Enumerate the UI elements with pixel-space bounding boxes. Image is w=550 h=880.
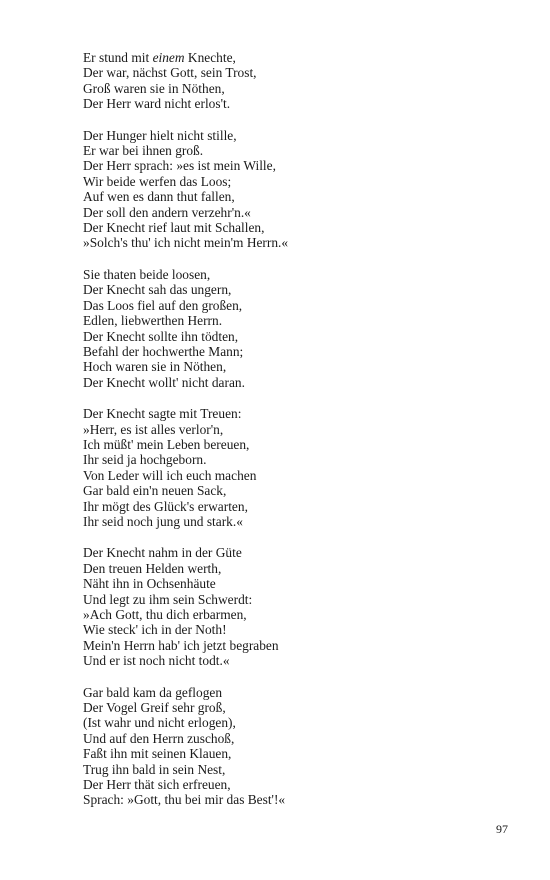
verse-line: Und auf den Herrn zuschoß, <box>83 730 235 746</box>
verse-line: Ihr seid ja hochgeborn. <box>83 452 207 468</box>
verse-line: Der Knecht rief laut mit Schallen, <box>83 220 265 236</box>
verse-line: Hoch waren sie in Nöthen, <box>83 359 227 375</box>
verse-line: Von Leder will ich euch machen <box>83 467 257 483</box>
verse-line: Sprach: »Gott, thu bei mir das Best'!« <box>83 792 286 808</box>
verse-line: Trug ihn bald in sein Nest, <box>83 761 226 777</box>
stanza <box>83 267 503 390</box>
verse-line: Er war bei ihnen groß. <box>83 143 204 159</box>
verse-line: Der Hunger hielt nicht stille, <box>83 127 237 143</box>
verse-line: Den treuen Helden werth, <box>83 560 222 576</box>
verse-line: Mein'n Herrn hab' ich jetzt begraben <box>83 637 279 653</box>
verse-line: Das Loos fiel auf den großen, <box>83 297 243 313</box>
verse-line: Befahl der hochwerthe Mann; <box>83 343 244 359</box>
stanza <box>83 406 503 529</box>
verse-line: Der soll den andern verzehr'n.« <box>83 204 251 220</box>
verse-line: Der Knecht nahm in der Güte <box>83 545 242 561</box>
verse-line: Der Vogel Greif sehr groß, <box>83 700 226 716</box>
verse-line: Wie steck' ich in der Noth! <box>83 622 227 638</box>
verse-line: Edlen, liebwerthen Herrn. <box>83 313 223 329</box>
verse-line: Und er ist noch nicht todt.« <box>83 653 230 669</box>
verse-line: »Herr, es ist alles verlor'n, <box>83 421 224 437</box>
stanza <box>83 128 503 251</box>
verse-line: Der Herr ward nicht erlos't. <box>83 96 231 112</box>
verse-line: Näht ihn in Ochsenhäute <box>83 576 216 592</box>
verse-line: »Solch's thu' ich nicht mein'm Herrn.« <box>83 235 289 251</box>
verse-line: Der Knecht sagte mit Treuen: <box>83 406 242 422</box>
verse-segment: Er stund mit <box>83 50 153 65</box>
verse-line: Sie thaten beide loosen, <box>83 266 211 282</box>
verse-line: Der Knecht sah das ungern, <box>83 282 232 298</box>
emphasized-word: einem <box>152 50 185 65</box>
verse-line: Gar bald ein'n neuen Sack, <box>83 483 227 499</box>
verse-line: Faßt ihn mit seinen Klauen, <box>83 746 232 762</box>
verse-line: Ihr seid noch jung und stark.« <box>83 513 243 529</box>
verse-line: Ihr mögt des Glück's erwarten, <box>83 498 248 514</box>
verse-line: Der Knecht sollte ihn tödten, <box>83 328 239 344</box>
verse-line: »Ach Gott, thu dich erbarmen, <box>83 607 247 622</box>
verse-line: (Ist wahr und nicht erlogen), <box>83 715 236 731</box>
verse-line: Auf wen es dann thut fallen, <box>83 189 235 205</box>
verse-segment: Knechte, <box>184 50 236 65</box>
stanza <box>83 685 503 808</box>
verse-line: Der war, nächst Gott, sein Trost, <box>83 65 257 81</box>
verse-line: Groß waren sie in Nöthen, <box>83 80 225 96</box>
verse-line: Gar bald kam da geflogen <box>83 684 223 700</box>
verse-line: Wir beide werfen das Loos; <box>83 173 232 189</box>
stanza <box>83 545 503 668</box>
verse-line: Ich müßt' mein Leben bereuen, <box>83 436 250 452</box>
verse-line: Und legt zu ihm sein Schwerdt: <box>83 591 253 607</box>
verse-line: Der Herr thät sich erfreuen, <box>83 777 231 793</box>
verse-line: Der Knecht wollt' nicht daran. <box>83 374 245 390</box>
poem-text <box>83 50 503 824</box>
stanza <box>83 50 503 112</box>
verse-line: Der Herr sprach: »es ist mein Wille, <box>83 158 276 174</box>
page-number: 97 <box>496 822 508 836</box>
verse-line <box>83 50 503 65</box>
